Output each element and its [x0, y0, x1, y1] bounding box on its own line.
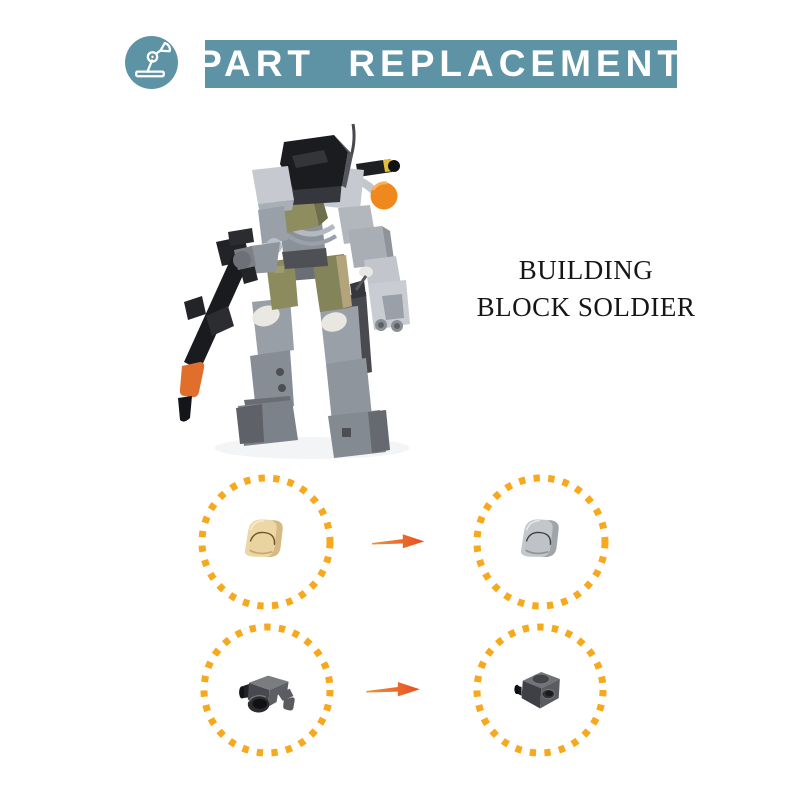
replacement-row2-to-circle — [470, 620, 610, 760]
right-arrow-icon — [366, 679, 424, 705]
replacement-row2-from-circle — [197, 620, 337, 760]
building-block-soldier-figure — [140, 108, 460, 460]
right-arrow-icon — [372, 531, 428, 557]
banner-label: PART REPLACEMENT — [197, 43, 685, 84]
product-title-line1: BUILDING — [518, 255, 654, 285]
product-title-line2: BLOCK SOLDIER — [476, 292, 696, 322]
replacement-row1-to-circle — [471, 472, 611, 612]
gray-curved-slope-brick-icon — [514, 511, 569, 567]
logo-badge — [124, 35, 179, 90]
product-title — [450, 252, 722, 326]
soldier-photo — [140, 108, 460, 460]
part-replacement-banner — [197, 40, 685, 88]
replacement-row1-from-circle — [196, 472, 336, 612]
robot-arm-icon — [124, 35, 179, 90]
tan-curved-slope-brick-icon — [238, 510, 293, 568]
camera-block-part-icon — [231, 666, 303, 720]
side-stud-brick-icon — [510, 660, 568, 720]
